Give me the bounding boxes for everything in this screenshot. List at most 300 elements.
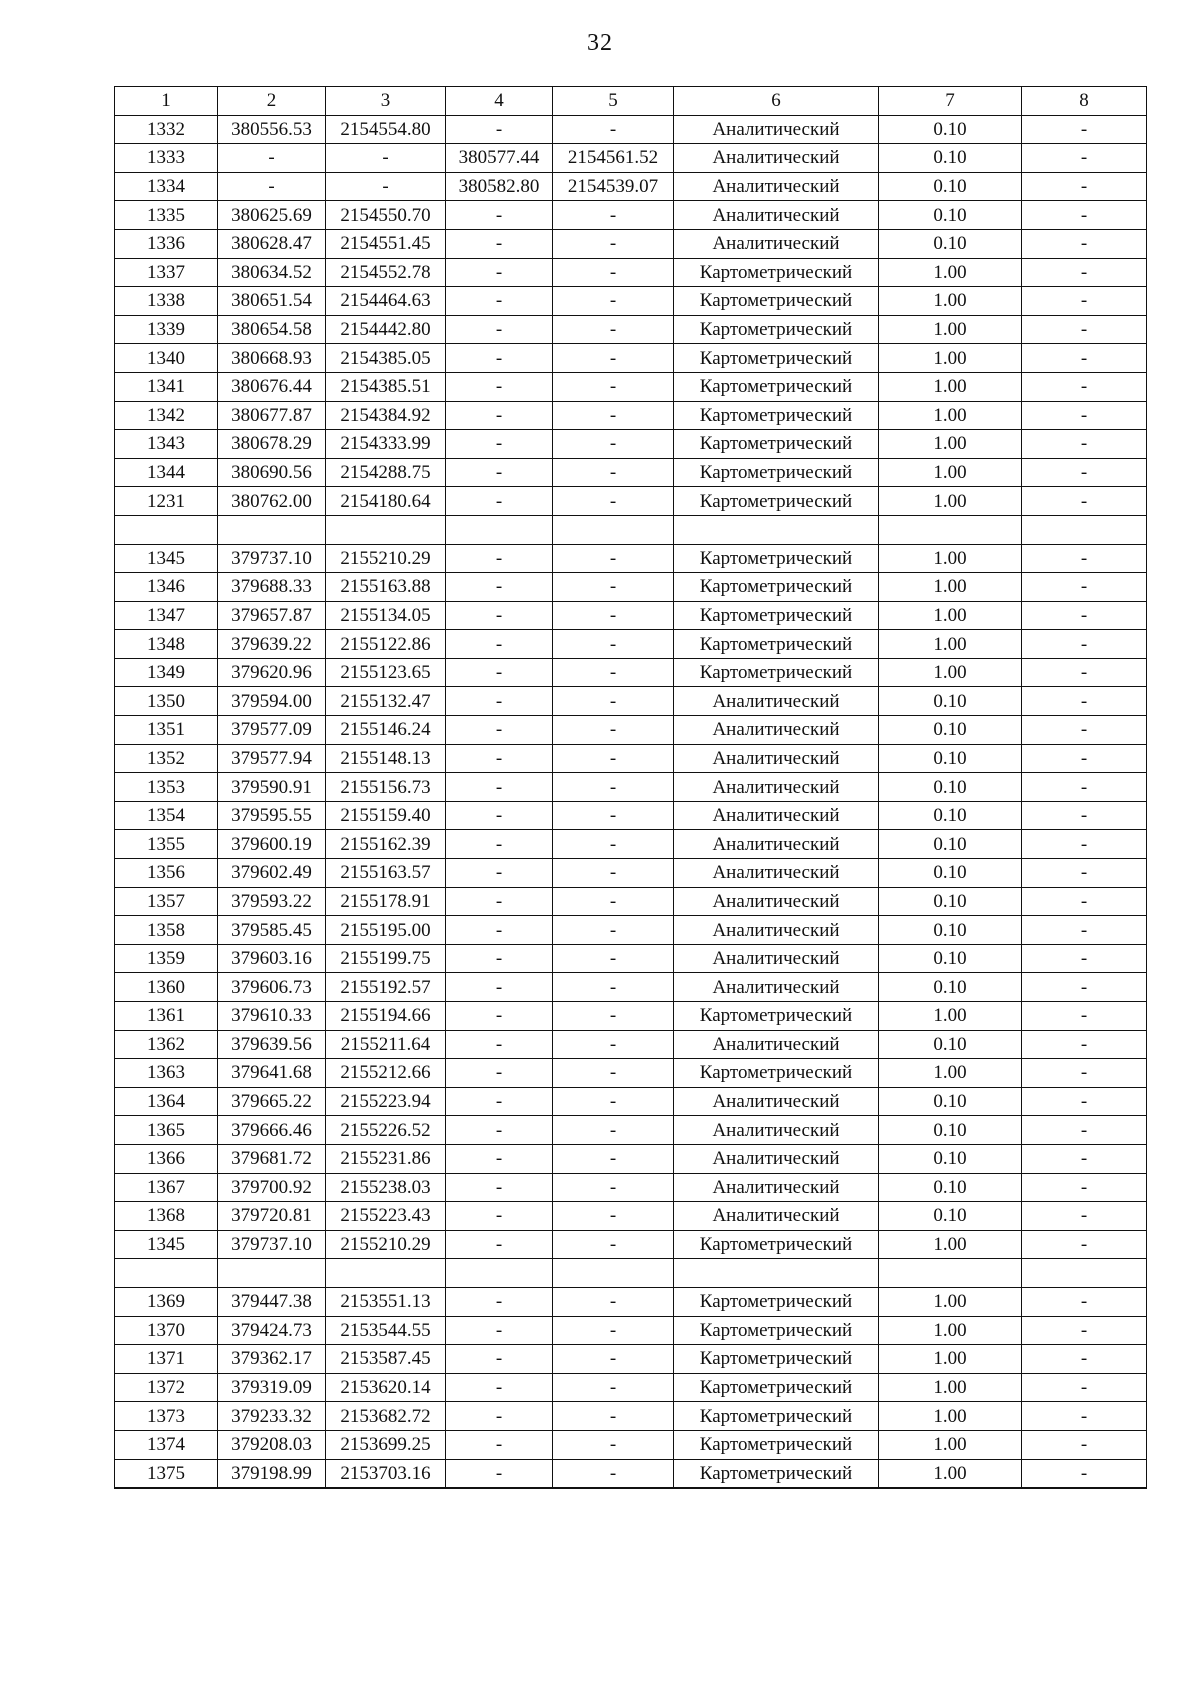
table-cell: 379639.56 — [218, 1030, 326, 1059]
table-row — [115, 1430, 1147, 1459]
table-cell — [1022, 515, 1147, 544]
table-cell: - — [1022, 1144, 1147, 1173]
table-cell: 1375 — [115, 1459, 218, 1488]
table-cell: - — [1022, 1173, 1147, 1202]
table-row-separator — [115, 1259, 1147, 1288]
table-cell: 380625.69 — [218, 201, 326, 230]
table-cell — [115, 1259, 218, 1288]
table-cell: 1338 — [115, 287, 218, 316]
table-cell: 1344 — [115, 458, 218, 487]
table-row — [115, 944, 1147, 973]
table-cell: 2154551.45 — [326, 229, 446, 258]
table-cell: - — [1022, 630, 1147, 659]
table-cell: 0.10 — [879, 172, 1022, 201]
table-cell: 1.00 — [879, 430, 1022, 459]
table-cell: - — [1022, 1345, 1147, 1374]
table-cell: - — [553, 201, 674, 230]
table-cell: 0.10 — [879, 1116, 1022, 1145]
table-cell: Картометрический — [674, 1002, 879, 1031]
table-cell: - — [553, 1373, 674, 1402]
table-row — [115, 773, 1147, 802]
table-cell: - — [553, 115, 674, 144]
table-cell: - — [446, 1030, 553, 1059]
table-cell: 1340 — [115, 344, 218, 373]
table-cell: 0.10 — [879, 1087, 1022, 1116]
table-cell: - — [553, 1402, 674, 1431]
table-cell: 0.10 — [879, 1030, 1022, 1059]
table-cell: - — [1022, 1459, 1147, 1488]
table-cell: - — [446, 916, 553, 945]
table-cell: - — [553, 859, 674, 888]
table-cell: 379665.22 — [218, 1087, 326, 1116]
table-cell: - — [446, 744, 553, 773]
table-cell: 1372 — [115, 1373, 218, 1402]
table-cell: 1.00 — [879, 1059, 1022, 1088]
table-row — [115, 744, 1147, 773]
table-cell: Картометрический — [674, 372, 879, 401]
table-cell: 1367 — [115, 1173, 218, 1202]
table-cell: - — [326, 172, 446, 201]
table-cell: 2154552.78 — [326, 258, 446, 287]
table-cell: 2154385.51 — [326, 372, 446, 401]
table-cell: 0.10 — [879, 1202, 1022, 1231]
table-cell: 379657.87 — [218, 601, 326, 630]
table-cell: 1365 — [115, 1116, 218, 1145]
table-cell: 2154539.07 — [553, 172, 674, 201]
table-cell: 1334 — [115, 172, 218, 201]
table-cell: 1.00 — [879, 372, 1022, 401]
table-cell: - — [1022, 944, 1147, 973]
table-cell: - — [1022, 487, 1147, 516]
table-cell: 2155146.24 — [326, 716, 446, 745]
table-cell: 379720.81 — [218, 1202, 326, 1231]
table-cell: 1368 — [115, 1202, 218, 1231]
table-row — [115, 1173, 1147, 1202]
table-row — [115, 1402, 1147, 1431]
table-cell: 1.00 — [879, 1316, 1022, 1345]
table-cell: 1.00 — [879, 1459, 1022, 1488]
table-cell: - — [553, 658, 674, 687]
table-cell: 380651.54 — [218, 287, 326, 316]
table-row — [115, 544, 1147, 573]
table-cell: - — [553, 744, 674, 773]
table-cell: 379603.16 — [218, 944, 326, 973]
table-row — [115, 1002, 1147, 1031]
table-cell: 1.00 — [879, 1287, 1022, 1316]
table-cell: - — [446, 1144, 553, 1173]
table-cell: 2153544.55 — [326, 1316, 446, 1345]
table-cell: - — [1022, 744, 1147, 773]
table-cell: 2155199.75 — [326, 944, 446, 973]
table-cell: Аналитический — [674, 1116, 879, 1145]
table-cell: - — [446, 229, 553, 258]
table-cell: Картометрический — [674, 1373, 879, 1402]
table-cell: - — [553, 1087, 674, 1116]
table-cell: 0.10 — [879, 944, 1022, 973]
table-cell: 1335 — [115, 201, 218, 230]
table-cell: Картометрический — [674, 487, 879, 516]
table-row — [115, 487, 1147, 516]
table-cell: - — [553, 229, 674, 258]
table-cell: 380690.56 — [218, 458, 326, 487]
table-row — [115, 1316, 1147, 1345]
table-cell: 1.00 — [879, 401, 1022, 430]
table-row — [115, 372, 1147, 401]
table-cell: Картометрический — [674, 1459, 879, 1488]
table-cell: - — [446, 887, 553, 916]
table-cell: Аналитический — [674, 229, 879, 258]
table-cell: - — [1022, 172, 1147, 201]
table-cell: 1346 — [115, 573, 218, 602]
table-cell: 1347 — [115, 601, 218, 630]
table-cell: - — [553, 1430, 674, 1459]
table-cell: 2155122.86 — [326, 630, 446, 659]
table-cell: 1.00 — [879, 1002, 1022, 1031]
table-cell: 1363 — [115, 1059, 218, 1088]
table-cell: 1.00 — [879, 630, 1022, 659]
table-cell: - — [218, 144, 326, 173]
table-cell: 379424.73 — [218, 1316, 326, 1345]
table-cell: 379641.68 — [218, 1059, 326, 1088]
table-cell: 2155163.57 — [326, 859, 446, 888]
table-cell: - — [1022, 916, 1147, 945]
table-cell: 2154180.64 — [326, 487, 446, 516]
table-cell: 2155226.52 — [326, 1116, 446, 1145]
table-cell: 0.10 — [879, 716, 1022, 745]
table-cell: - — [553, 258, 674, 287]
table-cell: 379593.22 — [218, 887, 326, 916]
table-cell: - — [1022, 544, 1147, 573]
table-cell: - — [553, 601, 674, 630]
table-cell: - — [1022, 601, 1147, 630]
table-cell: 1362 — [115, 1030, 218, 1059]
table-cell: 0.10 — [879, 973, 1022, 1002]
table-cell: 1.00 — [879, 658, 1022, 687]
table-cell: - — [553, 430, 674, 459]
table-cell: - — [446, 1087, 553, 1116]
table-cell: 0.10 — [879, 916, 1022, 945]
table-row — [115, 801, 1147, 830]
table-cell: 1.00 — [879, 344, 1022, 373]
table-cell: 2155212.66 — [326, 1059, 446, 1088]
table-cell: 379602.49 — [218, 859, 326, 888]
table-row — [115, 973, 1147, 1002]
table-cell: - — [553, 315, 674, 344]
table-cell: 2153587.45 — [326, 1345, 446, 1374]
table-cell: 379606.73 — [218, 973, 326, 1002]
table-cell: - — [1022, 201, 1147, 230]
table-row — [115, 201, 1147, 230]
table-cell: Картометрический — [674, 430, 879, 459]
table-cell: - — [553, 1459, 674, 1488]
table-cell: Аналитический — [674, 916, 879, 945]
table-cell: 2155238.03 — [326, 1173, 446, 1202]
table-cell: Картометрический — [674, 287, 879, 316]
table-cell: 2155210.29 — [326, 1230, 446, 1259]
table-row — [115, 716, 1147, 745]
table-cell: Аналитический — [674, 1202, 879, 1231]
table-cell: 1361 — [115, 1002, 218, 1031]
table-cell — [674, 515, 879, 544]
table-cell: - — [218, 172, 326, 201]
table-cell — [218, 1259, 326, 1288]
table-cell: 2154554.80 — [326, 115, 446, 144]
table-cell: 2154464.63 — [326, 287, 446, 316]
table-cell: - — [553, 401, 674, 430]
table-cell — [326, 515, 446, 544]
table-cell — [553, 515, 674, 544]
column-header: 2 — [218, 87, 326, 116]
table-cell: 1.00 — [879, 487, 1022, 516]
table-cell: 379585.45 — [218, 916, 326, 945]
table-cell — [553, 1259, 674, 1288]
table-cell: Картометрический — [674, 1430, 879, 1459]
table-cell: 380676.44 — [218, 372, 326, 401]
table-cell: - — [1022, 773, 1147, 802]
table-cell: 1333 — [115, 144, 218, 173]
table-cell: Картометрический — [674, 258, 879, 287]
table-cell: 0.10 — [879, 115, 1022, 144]
table-cell: - — [1022, 973, 1147, 1002]
table-cell: - — [446, 258, 553, 287]
table-cell: - — [1022, 430, 1147, 459]
table-cell: - — [553, 1316, 674, 1345]
table-row — [115, 1059, 1147, 1088]
table-header-row — [115, 87, 1147, 116]
table-body — [115, 115, 1147, 1488]
table-cell: Аналитический — [674, 1144, 879, 1173]
table-cell: 2155159.40 — [326, 801, 446, 830]
table-row — [115, 287, 1147, 316]
table-cell: 1354 — [115, 801, 218, 830]
table-cell: - — [553, 1116, 674, 1145]
table-cell: 2155163.88 — [326, 573, 446, 602]
table-cell: - — [553, 1059, 674, 1088]
table-cell: Картометрический — [674, 1402, 879, 1431]
table-cell: 380654.58 — [218, 315, 326, 344]
table-cell: - — [1022, 315, 1147, 344]
table-cell: 379700.92 — [218, 1173, 326, 1202]
table-cell: 379590.91 — [218, 773, 326, 802]
table-cell: Картометрический — [674, 1230, 879, 1259]
table-cell: 1.00 — [879, 258, 1022, 287]
table-cell: 1350 — [115, 687, 218, 716]
table-row — [115, 144, 1147, 173]
table-cell: - — [446, 315, 553, 344]
table-cell — [446, 515, 553, 544]
table-row — [115, 172, 1147, 201]
table-cell: - — [1022, 716, 1147, 745]
table-cell: Картометрический — [674, 544, 879, 573]
table-cell: - — [446, 1059, 553, 1088]
table-cell: 2155194.66 — [326, 1002, 446, 1031]
table-cell: - — [553, 1230, 674, 1259]
table-cell: 379600.19 — [218, 830, 326, 859]
table-row — [115, 1230, 1147, 1259]
table-cell: 379198.99 — [218, 1459, 326, 1488]
table-cell: 1374 — [115, 1430, 218, 1459]
table-cell: 1341 — [115, 372, 218, 401]
table-cell: - — [553, 773, 674, 802]
table-cell: - — [446, 801, 553, 830]
table-cell: - — [1022, 144, 1147, 173]
table-row — [115, 687, 1147, 716]
table-cell: 2153620.14 — [326, 1373, 446, 1402]
table-cell: Аналитический — [674, 830, 879, 859]
table-cell: - — [446, 1316, 553, 1345]
table-cell: 379620.96 — [218, 658, 326, 687]
table-cell: - — [446, 630, 553, 659]
table-cell: 2154561.52 — [553, 144, 674, 173]
table-cell: Аналитический — [674, 172, 879, 201]
table-cell: Картометрический — [674, 1287, 879, 1316]
table-cell — [446, 1259, 553, 1288]
table-cell: - — [553, 344, 674, 373]
table-cell: 2155132.47 — [326, 687, 446, 716]
table-cell: 0.10 — [879, 830, 1022, 859]
table-cell: 0.10 — [879, 144, 1022, 173]
table-row — [115, 1287, 1147, 1316]
table-cell — [115, 515, 218, 544]
table-cell: - — [553, 287, 674, 316]
table-cell — [1022, 1259, 1147, 1288]
table-cell: 1369 — [115, 1287, 218, 1316]
table-cell: 2155195.00 — [326, 916, 446, 945]
table-cell: 1.00 — [879, 544, 1022, 573]
table-cell: - — [1022, 115, 1147, 144]
table-row-separator — [115, 515, 1147, 544]
table-cell: Аналитический — [674, 773, 879, 802]
table-cell: - — [553, 1345, 674, 1374]
table-cell: 1.00 — [879, 573, 1022, 602]
table-cell: 379447.38 — [218, 1287, 326, 1316]
table-cell: - — [446, 115, 553, 144]
table-cell: 380678.29 — [218, 430, 326, 459]
table-cell: - — [446, 372, 553, 401]
table-cell: 0.10 — [879, 201, 1022, 230]
table-cell: 1366 — [115, 1144, 218, 1173]
table-cell: 1373 — [115, 1402, 218, 1431]
table-cell: - — [1022, 1087, 1147, 1116]
table-cell: 1349 — [115, 658, 218, 687]
table-cell: - — [1022, 229, 1147, 258]
table-cell: - — [1022, 1030, 1147, 1059]
table-cell: 1.00 — [879, 1402, 1022, 1431]
table-cell: 2153682.72 — [326, 1402, 446, 1431]
table-cell: - — [553, 687, 674, 716]
table-cell: 0.10 — [879, 801, 1022, 830]
table-cell: - — [446, 401, 553, 430]
table-cell: Аналитический — [674, 115, 879, 144]
table-cell: 0.10 — [879, 859, 1022, 888]
table-cell: 1370 — [115, 1316, 218, 1345]
table-cell: - — [446, 773, 553, 802]
table-cell: 380762.00 — [218, 487, 326, 516]
table-cell: 1359 — [115, 944, 218, 973]
table-cell: - — [446, 658, 553, 687]
table-cell: Аналитический — [674, 1173, 879, 1202]
table-cell: - — [446, 1402, 553, 1431]
table-cell: 2154442.80 — [326, 315, 446, 344]
table-row — [115, 1345, 1147, 1374]
table-cell: Картометрический — [674, 630, 879, 659]
table-cell: - — [1022, 573, 1147, 602]
table-cell: - — [553, 1144, 674, 1173]
table-cell: - — [553, 1287, 674, 1316]
table-row — [115, 1373, 1147, 1402]
table-cell: Картометрический — [674, 1059, 879, 1088]
table-row — [115, 573, 1147, 602]
table-cell — [674, 1259, 879, 1288]
table-cell: 1231 — [115, 487, 218, 516]
table-cell: - — [553, 830, 674, 859]
table-cell: 379577.94 — [218, 744, 326, 773]
table-cell: Аналитический — [674, 716, 879, 745]
page-number: 32 — [587, 30, 613, 56]
table-cell: Аналитический — [674, 1030, 879, 1059]
table-cell: - — [553, 1173, 674, 1202]
table-row — [115, 229, 1147, 258]
table-cell: - — [553, 372, 674, 401]
table-cell: Аналитический — [674, 973, 879, 1002]
table-cell: - — [1022, 258, 1147, 287]
table-cell: 1357 — [115, 887, 218, 916]
table-cell: - — [553, 458, 674, 487]
table-row — [115, 430, 1147, 459]
table-cell: 2153699.25 — [326, 1430, 446, 1459]
table-cell: 1358 — [115, 916, 218, 945]
table-cell: - — [1022, 1316, 1147, 1345]
table-cell: 2155210.29 — [326, 544, 446, 573]
table-cell: - — [446, 944, 553, 973]
table-cell: Аналитический — [674, 859, 879, 888]
table-cell: 1360 — [115, 973, 218, 1002]
table-cell: Аналитический — [674, 687, 879, 716]
table-cell: - — [1022, 887, 1147, 916]
column-header: 6 — [674, 87, 879, 116]
table-cell: - — [1022, 1002, 1147, 1031]
table-cell: - — [553, 1202, 674, 1231]
table-cell: - — [1022, 1059, 1147, 1088]
table-cell: 2154333.99 — [326, 430, 446, 459]
table-row — [115, 458, 1147, 487]
table-cell: 2155162.39 — [326, 830, 446, 859]
table-cell: - — [446, 1287, 553, 1316]
table-cell: - — [553, 944, 674, 973]
table-cell: 1.00 — [879, 601, 1022, 630]
table-cell: - — [553, 973, 674, 1002]
table-cell: - — [446, 973, 553, 1002]
table-cell: - — [446, 573, 553, 602]
column-header: 1 — [115, 87, 218, 116]
table-cell: 1371 — [115, 1345, 218, 1374]
table-cell: 2153551.13 — [326, 1287, 446, 1316]
table-cell: 2154385.05 — [326, 344, 446, 373]
table-cell: 2154384.92 — [326, 401, 446, 430]
table-cell — [879, 515, 1022, 544]
table-cell — [879, 1259, 1022, 1288]
table-cell: 0.10 — [879, 744, 1022, 773]
table-cell: 2155211.64 — [326, 1030, 446, 1059]
table-row — [115, 315, 1147, 344]
table-cell: 379737.10 — [218, 1230, 326, 1259]
table-cell: 380634.52 — [218, 258, 326, 287]
table-cell: - — [553, 573, 674, 602]
table-cell: 1.00 — [879, 1230, 1022, 1259]
table-cell: Картометрический — [674, 1316, 879, 1345]
table-cell: 0.10 — [879, 773, 1022, 802]
table-cell: - — [446, 1202, 553, 1231]
